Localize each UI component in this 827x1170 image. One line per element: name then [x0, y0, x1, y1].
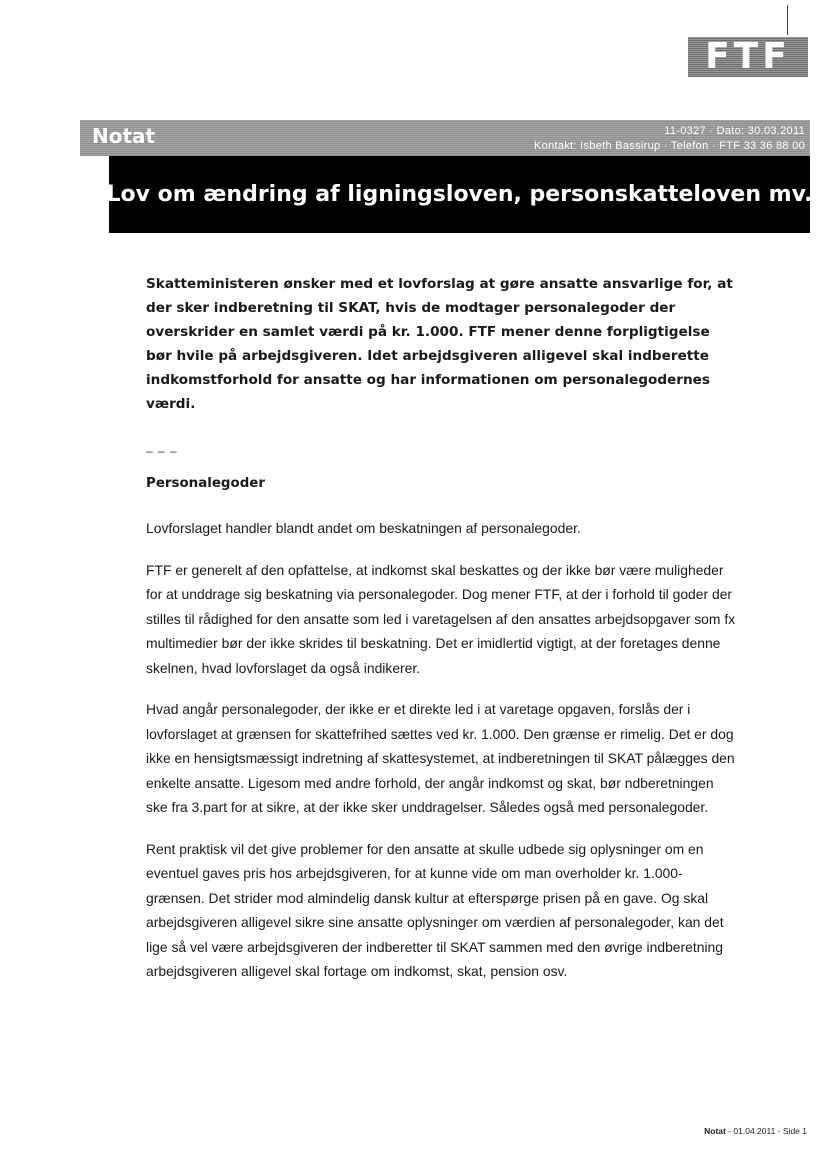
- lead-paragraph: Skatteministeren ønsker med et lovforslag at gøre ansatte ansvarlige for, at der sker indberetning til SKAT, hvis de modtager personalegoder der overskrider en samlet værdi på kr. 1.000. FTF mener denne forpligtigelse bør hvile på arbejdsgiveren. Idet arbejdsgiveren alligevel skal indberette indkomstforhold for ansatte og har informationen om personalegodernes værdi.: [146, 276, 733, 412]
- body-paragraph: Hvad angår personalegoder, der ikke er et direkte led i at varetage opgaven, forslås der i lovforslaget at grænsen for skattefrihed sættes ved kr. 1.000. Den grænse er rimelig. Det er dog ikke en hensigtsmæssigt indretning af skattesystemet, at indberetningen til SKAT pålægges den enkelte ansatte. Ligesom med andre forhold, der angår indkomst og skat, bør ndberetningen ske fra 3.part for at sikre, at der ikke sker unddragelser. Således også med personalegoder.: [146, 701, 735, 815]
- notat-label: Notat: [92, 124, 156, 148]
- section-heading: Personalegoder: [146, 476, 265, 491]
- footer-label: Notat: [704, 1126, 726, 1136]
- body-paragraph: FTF er generelt af den opfattelse, at indkomst skal beskattes og der ikke bør være muligheder for at unddrage sig beskatning via personalegoder. Dog mener FTF, at der i forhold til goder der stilles til rådighed for den ansatte som led i varetagelsen af den ansattes arbejdsopgaver som fx multimedier bør der ikke skrides til beskatning. Det er imidlertid vigtigt, at der foretages denne skelnen, hvad lovforslaget da også indikerer.: [146, 561, 736, 676]
- scan-mark: [787, 5, 788, 35]
- meta-contact: Kontakt: Isbeth Bassirup · Telefon · FTF 33 36 88 00: [534, 140, 805, 152]
- ftf-logo: [688, 37, 808, 77]
- footer-details: - 01.04.2011 - Side 1: [725, 1126, 807, 1136]
- logo-text: FTF: [705, 36, 791, 77]
- notat-meta: [534, 124, 805, 154]
- body-paragraph: Lovforslaget handler blandt andet om beskatningen af personalegoder.: [146, 520, 581, 536]
- section-separator: – – –: [146, 444, 178, 458]
- document-body: [146, 272, 736, 984]
- body-paragraph: Rent praktisk vil det give problemer for den ansatte at skulle udbede sig oplysninger om en eventuel gaves pris hos arbejdsgiveren, for at kunne vide om man overholder kr. 1.000-grænsen. Det strider mod almindelig dansk kultur at efterspørge prisen på en gave. Og skal arbejdsgiveren alligevel sikre sine ansatte oplysninger om værdien af personalegoder, kan det lige så vel være arbejdsgiveren der indberetter til SKAT sammen med den øvrige indberetning arbejdsgiveren alligevel skal fortage om indkomst, skat, pension osv.: [146, 840, 724, 979]
- page-footer: [704, 1126, 807, 1136]
- document-title: Lov om ændring af ligningsloven, personskatteloven mv.: [106, 182, 813, 207]
- title-bar: [106, 156, 813, 233]
- meta-reference: 11-0327 · Dato: 30.03.2011: [664, 125, 805, 137]
